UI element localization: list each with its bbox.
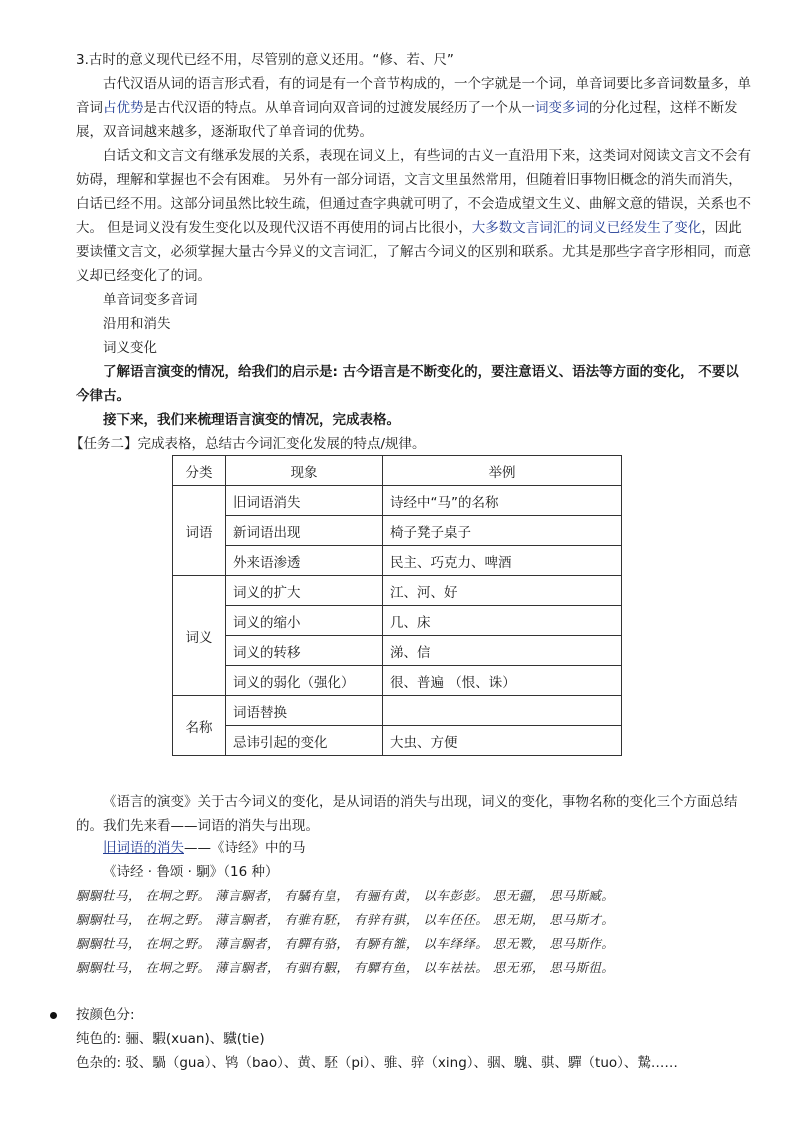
example-cell: 几、床 bbox=[383, 606, 622, 636]
example-cell: 江、河、好 bbox=[383, 576, 622, 606]
para1-highlight-a: 占优势 bbox=[103, 100, 144, 116]
header-phenomenon: 现象 bbox=[226, 456, 383, 486]
example-cell: 大虫、方便 bbox=[383, 726, 622, 756]
subheading-old-words bbox=[76, 836, 752, 860]
table-row bbox=[173, 546, 622, 576]
poem-line-2: 駉駉牡马， 在坰之野。 薄言駉者， 有骓有駓， 有骍有骐， 以车伾伾。 思无期， 思马斯才。 bbox=[76, 912, 615, 927]
para2-highlight: 大多数文言词汇的词义已经发生了变化 bbox=[471, 220, 702, 236]
para2-text-b: ，因此要读懂文言文，必须掌握大量古今异义的文言词汇，了解古今词义的区别和联系。尤其是那些字音字形相同，而意义却已经变化了的词。 bbox=[76, 220, 751, 284]
table-row bbox=[173, 666, 622, 696]
vocabulary-change-table bbox=[172, 455, 622, 756]
para1-text-b: 是古代汉语的特点。从单音词向双音词的过渡发展经历了一个从一 bbox=[143, 100, 535, 116]
category-meaning: 词义 bbox=[173, 576, 226, 696]
table-row bbox=[173, 606, 622, 636]
paragraph-next-step: 接下来，我们来梳理语言演变的情况，完成表格。 bbox=[103, 412, 400, 428]
paragraph-evolution-summary: 《语言的演变》关于古今词义的变化，是从词语的消失与出现，词义的变化，事物名称的变化三个方面总结的。我们先来看——词语的消失与出现。 bbox=[76, 794, 738, 834]
poem-line-1: 駉駉牡马， 在坰之野。 薄言駉者， 有驈有皇， 有骊有黄， 以车彭彭。 思无疆， 思马斯臧。 bbox=[76, 888, 615, 903]
summary-item-3: 词义变化 bbox=[103, 340, 157, 356]
phenomenon-cell: 词义的弱化（强化） bbox=[226, 666, 383, 696]
poem-line-4: 駉駉牡马， 在坰之野。 薄言駉者， 有骃有騢， 有驔有鱼， 以车祛祛。 思无邪， 思马斯徂。 bbox=[76, 960, 615, 975]
table-header-row bbox=[173, 456, 622, 486]
mixed-color-line: 色杂的: 驳、騧（gua）、鸨（bao）、黄、駓（pi）、骓、骍（xing）、骃、騩、骐、驒（tuo）、騺…… bbox=[76, 1055, 678, 1071]
subheading-highlight: 旧词语的消失 bbox=[103, 840, 184, 856]
para1-text-c: 的分化过程，这样不断发展，双音词越来越多，逐渐取代了单音词的优势。 bbox=[76, 100, 738, 140]
para1-highlight-b: 词变多词 bbox=[535, 100, 589, 116]
example-cell: 诗经中“马”的名称 bbox=[383, 486, 622, 516]
example-cell: 涕、信 bbox=[383, 636, 622, 666]
phenomenon-cell: 旧词语消失 bbox=[226, 486, 383, 516]
phenomenon-cell: 词义的缩小 bbox=[226, 606, 383, 636]
poem-line-3: 駉駉牡马， 在坰之野。 薄言駉者， 有驒有骆， 有駵有雒， 以车绎绎。 思无斁， 思马斯作。 bbox=[76, 936, 615, 951]
phenomenon-cell: 忌讳引起的变化 bbox=[226, 726, 383, 756]
summary-item-1: 单音词变多音词 bbox=[103, 292, 198, 308]
para2-text-a: 白话文和文言文有继承发展的关系，表现在词义上，有些词的古义一直沿用下来，这类词对阅读文言文不会有妨碍，理解和掌握也不会有困难。 另外有一部分词语，文言文里虽然常用，但随着旧事物旧概念的消失而消失，白话已经不用。这部分词虽然比较生疏，但通过查字典就可明了，不会造成望文生义、曲解文意的错误，关系也不大。 但是词义没有发生变化以及现代汉语不再使用的词占比很小， bbox=[76, 148, 751, 236]
para1-text-a: 古代汉语从词的语言形式看，有的词是有一个音节构成的，一个字就是一个词，单音词要比多音词数量多，单音词 bbox=[76, 76, 751, 116]
phenomenon-cell: 词义的扩大 bbox=[226, 576, 383, 606]
poem-title: 《诗经 · 鲁颂 · 駉》（16 种） bbox=[103, 864, 279, 880]
intro-heading: 3.古时的意义现代已经不用，尽管别的意义还用。“修、若、尺” bbox=[76, 52, 454, 68]
bullet-dot-icon bbox=[50, 1012, 57, 1019]
table-row bbox=[173, 486, 622, 516]
example-cell bbox=[383, 696, 622, 726]
task-label: 【任务二】完成表格，总结古今词汇变化发展的特点/规律。 bbox=[70, 436, 426, 452]
phenomenon-cell: 新词语出现 bbox=[226, 516, 383, 546]
table-row bbox=[173, 576, 622, 606]
table-row bbox=[173, 516, 622, 546]
summary-item-2: 沿用和消失 bbox=[103, 316, 171, 332]
example-cell: 很、普遍 （恨、诛） bbox=[383, 666, 622, 696]
subheading-rest: ——《诗经》中的马 bbox=[184, 840, 306, 856]
phenomenon-cell: 外来语渗透 bbox=[226, 546, 383, 576]
table-row bbox=[173, 696, 622, 726]
paragraph-single-syllable bbox=[76, 72, 752, 144]
example-cell: 椅子凳子桌子 bbox=[383, 516, 622, 546]
paragraph-inheritance bbox=[76, 144, 752, 288]
paragraph-inspiration: 了解语言演变的情况，给我们的启示是: 古今语言是不断变化的，要注意语义、语法等方面的变化， 不要以今律古。 bbox=[76, 364, 739, 404]
phenomenon-cell: 词义的转移 bbox=[226, 636, 383, 666]
phenomenon-cell: 词语替换 bbox=[226, 696, 383, 726]
header-example: 举例 bbox=[383, 456, 622, 486]
header-category: 分类 bbox=[173, 456, 226, 486]
table-row bbox=[173, 726, 622, 756]
example-cell: 民主、巧克力、啤酒 bbox=[383, 546, 622, 576]
table-row bbox=[173, 636, 622, 666]
category-names: 名称 bbox=[173, 696, 226, 756]
pure-color-line: 纯色的: 骊、騢(xuan)、驖(tie) bbox=[76, 1031, 265, 1047]
bullet-heading: 按颜色分: bbox=[76, 1007, 135, 1023]
category-words: 词语 bbox=[173, 486, 226, 576]
